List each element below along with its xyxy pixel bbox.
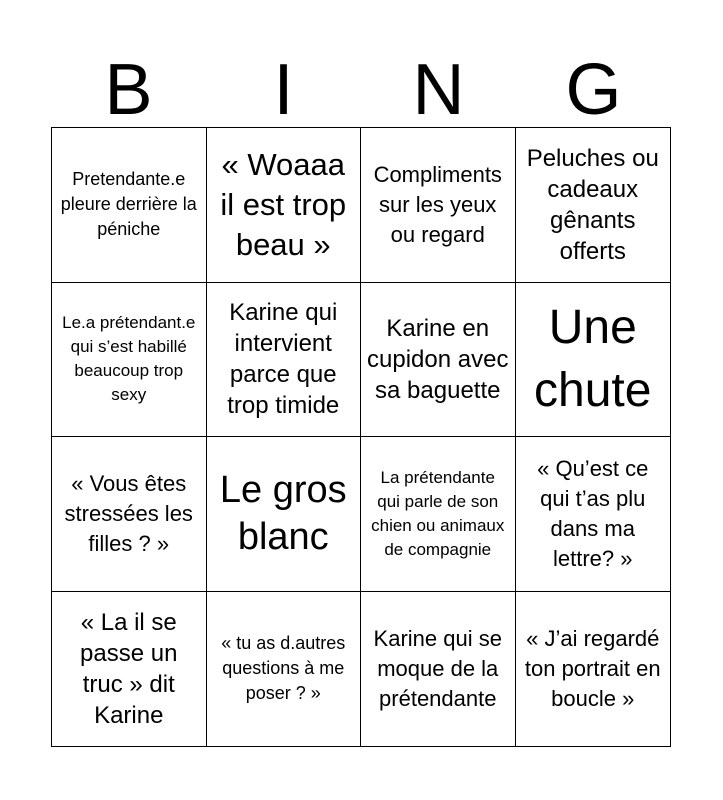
title-letter-i: I <box>273 50 294 130</box>
bingo-cell[interactable] <box>207 437 362 592</box>
bingo-cell[interactable] <box>52 592 207 747</box>
bingo-cell[interactable] <box>361 592 516 747</box>
bingo-cell[interactable] <box>361 283 516 438</box>
cell-text: Le gros blanc <box>219 468 347 558</box>
bingo-cell[interactable] <box>516 437 671 592</box>
title-letter-n: N <box>412 50 465 130</box>
cell-text: Compliments sur les yeux ou regard <box>373 161 502 247</box>
title-letter-b: B <box>104 50 153 130</box>
cell-text: Peluches ou cadeaux gênants offerts <box>526 144 659 265</box>
bingo-cell[interactable] <box>52 283 207 438</box>
cell-text: « Qu’est ce qui t’as plu dans ma lettre? » <box>537 455 649 571</box>
cell-text: « Vous êtes stressées les filles ? » <box>64 470 193 556</box>
cell-text: Karine qui intervient parce que trop timide <box>227 299 340 420</box>
bingo-title <box>51 52 671 128</box>
cell-text: Pretendante.e pleure derrière la péniche <box>60 169 197 240</box>
bingo-cell[interactable] <box>516 128 671 283</box>
cell-text: Karine en cupidon avec sa baguette <box>367 314 509 404</box>
bingo-cell[interactable] <box>207 128 362 283</box>
bingo-cell[interactable] <box>516 283 671 438</box>
cell-text: « La il se passe un truc » dit Karine <box>80 608 178 729</box>
bingo-cell[interactable] <box>207 283 362 438</box>
bingo-cell[interactable] <box>516 592 671 747</box>
bingo-cell[interactable] <box>52 128 207 283</box>
bingo-cell[interactable] <box>361 437 516 592</box>
title-letter-g: G <box>565 50 622 130</box>
cell-text: La prétendante qui parle de son chien ou animaux de compagnie <box>371 467 505 559</box>
bingo-grid <box>51 127 671 747</box>
cell-text: Le.a prétendant.e qui s’est habillé beaucoup trop sexy <box>62 313 196 405</box>
cell-text: Karine qui se moque de la prétendante <box>373 625 502 711</box>
cell-text: « Woaaa il est trop beau » <box>220 146 347 262</box>
cell-text: « J’ai regardé ton portrait en boucle » <box>524 625 661 711</box>
cell-text: « tu as d.autres questions à me poser ? » <box>221 633 346 704</box>
bingo-cell[interactable] <box>207 592 362 747</box>
cell-text: Une chute <box>534 301 652 418</box>
bingo-cell[interactable] <box>52 437 207 592</box>
bingo-cell[interactable] <box>361 128 516 283</box>
